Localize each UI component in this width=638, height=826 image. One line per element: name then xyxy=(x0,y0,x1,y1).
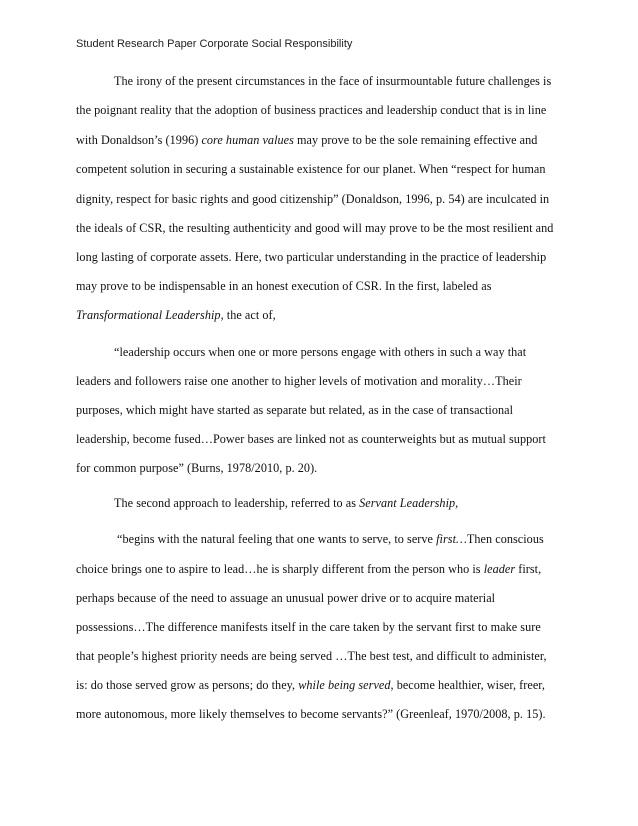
paragraph-1-line-7: long lasting of corporate assets. Here, two particular understanding in the practice of leadership xyxy=(76,250,547,264)
quote-1-line-2: leaders and followers raise one another to higher levels of motivation and morality…Their xyxy=(76,374,522,388)
paragraph-1-line-4: competent solution in securing a sustainable existence for our planet. When “respect for human xyxy=(76,162,546,176)
quote-2-line-1: “begins with the natural feeling that one wants to serve, to serve first…Then conscious xyxy=(117,532,544,546)
paragraph-1-line-3: with Donaldson’s (1996) core human values may prove to be the sole remaining effective and xyxy=(76,133,538,147)
running-header: Student Research Paper Corporate Social Responsibility xyxy=(76,38,353,50)
paragraph-1-line-8: may prove to be indispensable in an honest execution of CSR. In the first, labeled as xyxy=(76,279,492,293)
quote-2-line-2: choice brings one to aspire to lead…he is sharply different from the person who is leader first, xyxy=(76,562,542,576)
paragraph-1-line-2: the poignant reality that the adoption of business practices and leadership conduct that is in line xyxy=(76,103,547,117)
quote-1-line-5: for common purpose” (Burns, 1978/2010, p. 20). xyxy=(76,461,318,475)
paragraph-1-line-9: Transformational Leadership, the act of, xyxy=(76,308,276,322)
quote-1-line-4: leadership, become fused…Power bases are linked not as counterweights but as mutual support xyxy=(76,432,546,446)
paragraph-1-line-1: The irony of the present circumstances in the face of insurmountable future challenges is xyxy=(114,74,552,88)
quote-2-line-4: possessions…The difference manifests itself in the care taken by the servant first to make sure xyxy=(76,620,541,634)
paragraph-1-line-6: the ideals of CSR, the resulting authenticity and good will may prove to be the most resilient and xyxy=(76,221,554,235)
paragraph-2-line-1: The second approach to leadership, referred to as Servant Leadership, xyxy=(114,496,459,510)
quote-2-line-7: more autonomous, more likely themselves to become servants?” (Greenleaf, 1970/2008, p. 15). xyxy=(76,707,546,721)
quote-2-line-3: perhaps because of the need to assuage an unusual power drive or to acquire material xyxy=(76,591,496,605)
quote-1-line-1: “leadership occurs when one or more persons engage with others in such a way that xyxy=(114,345,527,359)
quote-1-line-3: purposes, which might have started as separate but related, as in the case of transactional xyxy=(76,403,514,417)
paragraph-1-line-5: dignity, respect for basic rights and good citizenship” (Donaldson, 1996, p. 54) are inculcated in xyxy=(76,192,550,206)
quote-2-line-6: is: do those served grow as persons; do they, while being served, become healthier, wiser, freer, xyxy=(76,678,545,692)
quote-2-line-5: that people’s highest priority needs are being served …The best test, and difficult to administer, xyxy=(76,649,547,663)
